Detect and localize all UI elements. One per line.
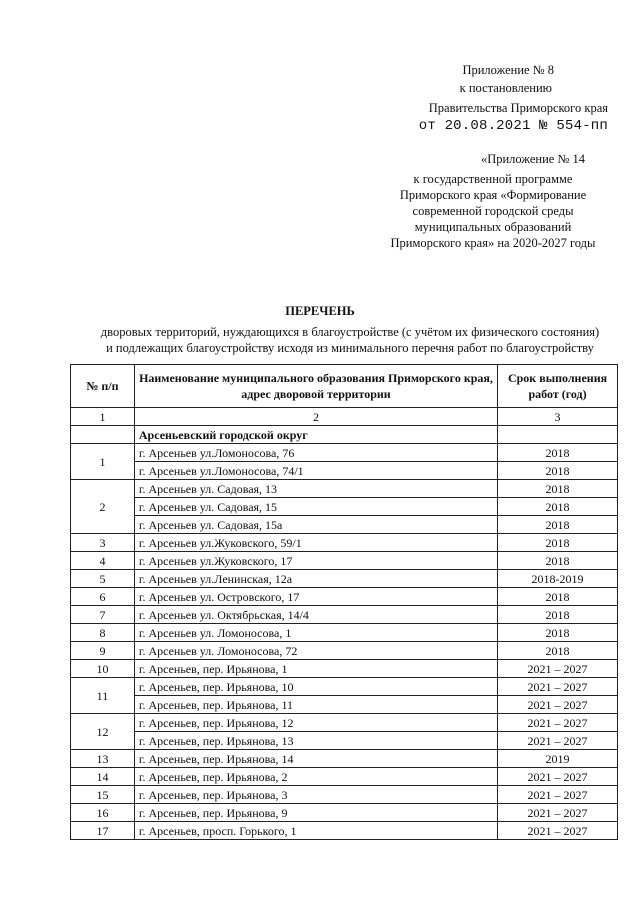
table-row [71,696,618,714]
header-deadline: Срок выполнения работ (год) [498,365,618,408]
row-deadline: 2021 – 2027 [498,822,618,840]
row-address: г. Арсеньев ул. Ломоносова, 1 [134,624,497,642]
row-address: г. Арсеньев ул. Октябрьская, 14/4 [134,606,497,624]
table-row [71,786,618,804]
section-title: Арсеньевский городской округ [134,426,497,444]
row-number: 13 [71,750,135,768]
row-address: г. Арсеньев, пер. Ирьянова, 10 [134,678,497,696]
row-number: 4 [71,552,135,570]
row-deadline: 2018 [498,642,618,660]
header-number: № п/п [71,365,135,408]
table-row [71,588,618,606]
table-header-row [71,365,618,408]
row-number: 7 [71,606,135,624]
row-address: г. Арсеньев ул.Жуковского, 59/1 [134,534,497,552]
row-address: г. Арсеньев ул. Садовая, 15а [134,516,497,534]
subtitle-line: и подлежащих благоустройству исходя из минимального перечня работ по благоустройству [106,340,594,355]
row-deadline: 2021 – 2027 [498,732,618,750]
row-address: г. Арсеньев, пер. Ирьянова, 11 [134,696,497,714]
row-deadline: 2018 [498,498,618,516]
table-row [71,444,618,462]
table-row [71,750,618,768]
row-number: 17 [71,822,135,840]
row-address: г. Арсеньев ул. Садовая, 13 [134,480,497,498]
table-row [71,570,618,588]
table-row [71,678,618,696]
section-row [71,426,618,444]
row-deadline: 2018 [498,534,618,552]
row-address: г. Арсеньев, пер. Ирьянова, 3 [134,786,497,804]
row-deadline: 2018 [498,516,618,534]
document-title: ПЕРЕЧЕНЬ [285,304,355,318]
col-number-2: 2 [134,408,497,426]
program-line: современной городской среды [412,204,574,218]
table-row [71,534,618,552]
appendix-8-label: Приложение № 8 [462,63,554,77]
row-address: г. Арсеньев ул. Островского, 17 [134,588,497,606]
row-address: г. Арсеньев, пер. Ирьянова, 12 [134,714,497,732]
table-row [71,642,618,660]
courtyards-table [70,364,618,840]
table-row [71,768,618,786]
row-deadline: 2018 [498,444,618,462]
row-address: г. Арсеньев, пер. Ирьянова, 9 [134,804,497,822]
program-description [378,171,608,251]
row-number: 8 [71,624,135,642]
government-label: Правительства Приморского края [428,101,608,115]
row-deadline: 2018 [498,606,618,624]
subtitle-line: дворовых территорий, нуждающихся в благоустройстве (с учётом их физического состояния) [100,325,600,339]
section-empty-cell [71,426,135,444]
row-deadline: 2021 – 2027 [498,696,618,714]
col-number-1: 1 [71,408,135,426]
row-address: г. Арсеньев ул. Ломоносова, 72 [134,642,497,660]
row-deadline: 2021 – 2027 [498,714,618,732]
row-deadline: 2018 [498,552,618,570]
table-row [71,516,618,534]
row-number: 16 [71,804,135,822]
row-number: 1 [71,444,135,480]
table-row [71,480,618,498]
row-deadline: 2018 [498,588,618,606]
row-number: 5 [71,570,135,588]
row-address: г. Арсеньев, пер. Ирьянова, 14 [134,750,497,768]
row-number: 11 [71,678,135,714]
program-line: муниципальных образований [414,220,572,234]
row-address: г. Арсеньев, пер. Ирьянова, 1 [134,660,497,678]
header-address: Наименование муниципального образования Приморского края, адрес дворовой территории [134,365,497,408]
row-address: г. Арсеньев ул.Ломоносова, 74/1 [134,462,497,480]
col-number-3: 3 [498,408,618,426]
row-deadline: 2019 [498,750,618,768]
program-line: к государственной программе [413,172,573,186]
table-row [71,606,618,624]
row-number: 15 [71,786,135,804]
row-address: г. Арсеньев, просп. Горького, 1 [134,822,497,840]
row-number: 3 [71,534,135,552]
row-address: г. Арсеньев ул.Жуковского, 17 [134,552,497,570]
row-number: 10 [71,660,135,678]
row-address: г. Арсеньев ул.Ломоносова, 76 [134,444,497,462]
column-numbers-row [71,408,618,426]
row-number: 9 [71,642,135,660]
row-number: 2 [71,480,135,534]
row-number: 6 [71,588,135,606]
row-number: 12 [71,714,135,750]
section-empty-cell [498,426,618,444]
row-address: г. Арсеньев ул.Ленинская, 12а [134,570,497,588]
row-deadline: 2018 [498,480,618,498]
appendix-14-label: «Приложение № 14 [480,152,585,166]
row-address: г. Арсеньев, пер. Ирьянова, 2 [134,768,497,786]
row-deadline: 2021 – 2027 [498,678,618,696]
resolution-date-number: от 20.08.2021 № 554-пп [418,118,608,134]
to-resolution-label: к постановлению [459,81,552,95]
row-deadline: 2018 [498,624,618,642]
row-deadline: 2021 – 2027 [498,804,618,822]
table-row [71,804,618,822]
program-line: Приморского края» на 2020-2027 годы [390,236,596,250]
row-number: 14 [71,768,135,786]
table-row [71,552,618,570]
row-address: г. Арсеньев ул. Садовая, 15 [134,498,497,516]
row-deadline: 2021 – 2027 [498,786,618,804]
table-row [71,714,618,732]
row-deadline: 2018 [498,462,618,480]
document-subtitle [80,325,620,356]
table-row [71,732,618,750]
table-row [71,462,618,480]
row-address: г. Арсеньев, пер. Ирьянова, 13 [134,732,497,750]
program-line: Приморского края «Формирование [399,188,587,202]
table-row [71,660,618,678]
table-row [71,822,618,840]
table-row [71,624,618,642]
row-deadline: 2021 – 2027 [498,660,618,678]
table-row [71,498,618,516]
row-deadline: 2021 – 2027 [498,768,618,786]
row-deadline: 2018-2019 [498,570,618,588]
